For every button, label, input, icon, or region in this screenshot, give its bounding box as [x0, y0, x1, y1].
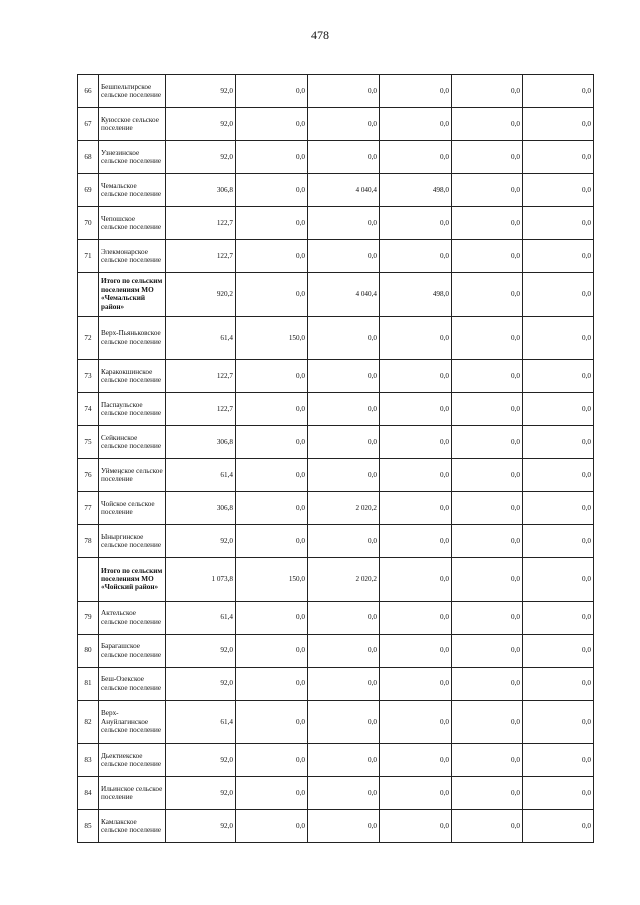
- value-cell-col4: 498,0: [380, 273, 452, 317]
- value-cell-col4: 0,0: [380, 601, 452, 634]
- value-cell-col3: 4 040,4: [308, 174, 380, 207]
- value-cell-col3: 0,0: [308, 634, 380, 667]
- value-cell-col4: 0,0: [380, 207, 452, 240]
- value-cell-col6: 0,0: [523, 108, 594, 141]
- table-row: [78, 426, 594, 459]
- value-cell-col4: 0,0: [380, 492, 452, 525]
- value-cell-col3: 0,0: [308, 316, 380, 360]
- value-cell-col6: 0,0: [523, 174, 594, 207]
- row-number: 82: [78, 700, 99, 744]
- value-cell-col5: 0,0: [452, 393, 523, 426]
- value-cell-col6: 0,0: [523, 558, 594, 602]
- value-cell-col3: 2 020,2: [308, 558, 380, 602]
- value-cell-col5: 0,0: [452, 108, 523, 141]
- total-label: Итого по сельским поселениям МО «Чойский район»: [99, 558, 166, 602]
- row-number: 81: [78, 667, 99, 700]
- settlement-name: Дьектиекское сельское поселение: [99, 744, 166, 777]
- value-cell-col4: 0,0: [380, 777, 452, 810]
- value-cell-col1: 306,8: [166, 174, 236, 207]
- value-cell-col6: 0,0: [523, 492, 594, 525]
- value-cell-col3: 4 040,4: [308, 273, 380, 317]
- row-number: [78, 558, 99, 602]
- value-cell-col4: 0,0: [380, 360, 452, 393]
- value-cell-col1: 92,0: [166, 634, 236, 667]
- value-cell-col2: 0,0: [236, 492, 308, 525]
- value-cell-col2: 0,0: [236, 273, 308, 317]
- value-cell-col1: 92,0: [166, 141, 236, 174]
- table-row: [78, 810, 594, 843]
- table-row: [78, 316, 594, 360]
- value-cell-col6: 0,0: [523, 316, 594, 360]
- value-cell-col3: 0,0: [308, 75, 380, 108]
- value-cell-col1: 306,8: [166, 426, 236, 459]
- value-cell-col3: 0,0: [308, 601, 380, 634]
- value-cell-col4: 0,0: [380, 459, 452, 492]
- value-cell-col4: 0,0: [380, 700, 452, 744]
- value-cell-col5: 0,0: [452, 525, 523, 558]
- value-cell-col2: 0,0: [236, 108, 308, 141]
- value-cell-col2: 0,0: [236, 141, 308, 174]
- value-cell-col6: 0,0: [523, 744, 594, 777]
- settlement-name: Бешпельтирское сельское поселение: [99, 75, 166, 108]
- value-cell-col2: 0,0: [236, 700, 308, 744]
- table-row: [78, 634, 594, 667]
- value-cell-col6: 0,0: [523, 75, 594, 108]
- value-cell-col4: 0,0: [380, 525, 452, 558]
- settlement-name: Узнезинское сельское поселение: [99, 141, 166, 174]
- value-cell-col5: 0,0: [452, 141, 523, 174]
- table-row: [78, 700, 594, 744]
- value-cell-col4: 0,0: [380, 316, 452, 360]
- value-cell-col5: 0,0: [452, 601, 523, 634]
- row-number: [78, 273, 99, 317]
- total-label: Итого по сельским поселениям МО «Чемальский район»: [99, 273, 166, 317]
- value-cell-col2: 0,0: [236, 601, 308, 634]
- value-cell-col3: 2 020,2: [308, 492, 380, 525]
- value-cell-col4: 0,0: [380, 108, 452, 141]
- total-row: [78, 273, 594, 317]
- value-cell-col4: 0,0: [380, 744, 452, 777]
- value-cell-col5: 0,0: [452, 492, 523, 525]
- value-cell-col6: 0,0: [523, 273, 594, 317]
- value-cell-col2: 0,0: [236, 393, 308, 426]
- row-number: 71: [78, 240, 99, 273]
- value-cell-col1: 306,8: [166, 492, 236, 525]
- row-number: 69: [78, 174, 99, 207]
- settlement-name: Актельское сельское поселение: [99, 601, 166, 634]
- value-cell-col2: 0,0: [236, 459, 308, 492]
- table-row: [78, 667, 594, 700]
- settlement-name: Камлакское сельское поселение: [99, 810, 166, 843]
- settlement-name: Ыныргинское сельское поселение: [99, 525, 166, 558]
- value-cell-col5: 0,0: [452, 207, 523, 240]
- row-number: 73: [78, 360, 99, 393]
- value-cell-col4: 0,0: [380, 810, 452, 843]
- value-cell-col1: 122,7: [166, 393, 236, 426]
- value-cell-col1: 920,2: [166, 273, 236, 317]
- value-cell-col6: 0,0: [523, 601, 594, 634]
- settlement-name: Чемальское сельское поселение: [99, 174, 166, 207]
- value-cell-col5: 0,0: [452, 75, 523, 108]
- value-cell-col5: 0,0: [452, 558, 523, 602]
- value-cell-col6: 0,0: [523, 393, 594, 426]
- value-cell-col6: 0,0: [523, 700, 594, 744]
- row-number: 77: [78, 492, 99, 525]
- value-cell-col6: 0,0: [523, 360, 594, 393]
- value-cell-col3: 0,0: [308, 667, 380, 700]
- settlement-name: Элекмонарское сельское поселение: [99, 240, 166, 273]
- settlement-name: Барагашское сельское поселение: [99, 634, 166, 667]
- settlement-name: Верх-Ануйлагинское сельское поселение: [99, 700, 166, 744]
- row-number: 67: [78, 108, 99, 141]
- value-cell-col5: 0,0: [452, 426, 523, 459]
- value-cell-col6: 0,0: [523, 634, 594, 667]
- value-cell-col3: 0,0: [308, 744, 380, 777]
- row-number: 83: [78, 744, 99, 777]
- value-cell-col2: 0,0: [236, 634, 308, 667]
- table-row: [78, 492, 594, 525]
- value-cell-col6: 0,0: [523, 810, 594, 843]
- value-cell-col3: 0,0: [308, 141, 380, 174]
- value-cell-col4: 498,0: [380, 174, 452, 207]
- value-cell-col5: 0,0: [452, 700, 523, 744]
- table-row: [78, 525, 594, 558]
- value-cell-col4: 0,0: [380, 393, 452, 426]
- value-cell-col3: 0,0: [308, 360, 380, 393]
- value-cell-col2: 150,0: [236, 316, 308, 360]
- value-cell-col1: 1 073,8: [166, 558, 236, 602]
- value-cell-col1: 122,7: [166, 240, 236, 273]
- value-cell-col4: 0,0: [380, 426, 452, 459]
- row-number: 74: [78, 393, 99, 426]
- settlement-name: Паспаульское сельское поселение: [99, 393, 166, 426]
- value-cell-col2: 0,0: [236, 360, 308, 393]
- value-cell-col4: 0,0: [380, 240, 452, 273]
- value-cell-col1: 122,7: [166, 360, 236, 393]
- settlement-name: Сейкинское сельское поселение: [99, 426, 166, 459]
- value-cell-col3: 0,0: [308, 426, 380, 459]
- settlement-name: Уймеңское сельское поселение: [99, 459, 166, 492]
- value-cell-col6: 0,0: [523, 459, 594, 492]
- table-row: [78, 141, 594, 174]
- row-number: 66: [78, 75, 99, 108]
- value-cell-col5: 0,0: [452, 744, 523, 777]
- value-cell-col5: 0,0: [452, 316, 523, 360]
- row-number: 70: [78, 207, 99, 240]
- value-cell-col2: 0,0: [236, 174, 308, 207]
- value-cell-col4: 0,0: [380, 75, 452, 108]
- value-cell-col3: 0,0: [308, 810, 380, 843]
- value-cell-col4: 0,0: [380, 141, 452, 174]
- value-cell-col1: 61,4: [166, 601, 236, 634]
- row-number: 80: [78, 634, 99, 667]
- value-cell-col2: 150,0: [236, 558, 308, 602]
- value-cell-col3: 0,0: [308, 700, 380, 744]
- value-cell-col4: 0,0: [380, 558, 452, 602]
- settlement-name: Куюсское сельское поселение: [99, 108, 166, 141]
- value-cell-col2: 0,0: [236, 525, 308, 558]
- table-row: [78, 75, 594, 108]
- value-cell-col5: 0,0: [452, 777, 523, 810]
- settlement-name: Беш-Озекское сельское поселение: [99, 667, 166, 700]
- table-row: [78, 393, 594, 426]
- row-number: 78: [78, 525, 99, 558]
- value-cell-col6: 0,0: [523, 141, 594, 174]
- table-row: [78, 777, 594, 810]
- value-cell-col5: 0,0: [452, 174, 523, 207]
- value-cell-col2: 0,0: [236, 426, 308, 459]
- value-cell-col5: 0,0: [452, 240, 523, 273]
- value-cell-col3: 0,0: [308, 240, 380, 273]
- table-row: [78, 601, 594, 634]
- value-cell-col1: 92,0: [166, 75, 236, 108]
- settlement-name: Чепошское сельское поселение: [99, 207, 166, 240]
- value-cell-col1: 92,0: [166, 810, 236, 843]
- value-cell-col1: 61,4: [166, 700, 236, 744]
- value-cell-col4: 0,0: [380, 667, 452, 700]
- budget-table: [77, 74, 594, 843]
- value-cell-col5: 0,0: [452, 360, 523, 393]
- row-number: 79: [78, 601, 99, 634]
- table-row: [78, 360, 594, 393]
- value-cell-col5: 0,0: [452, 273, 523, 317]
- value-cell-col1: 92,0: [166, 525, 236, 558]
- value-cell-col2: 0,0: [236, 777, 308, 810]
- settlement-name: Ильинское сельское поселение: [99, 777, 166, 810]
- value-cell-col6: 0,0: [523, 240, 594, 273]
- value-cell-col3: 0,0: [308, 108, 380, 141]
- value-cell-col3: 0,0: [308, 393, 380, 426]
- value-cell-col6: 0,0: [523, 667, 594, 700]
- value-cell-col2: 0,0: [236, 744, 308, 777]
- value-cell-col1: 92,0: [166, 777, 236, 810]
- value-cell-col1: 61,4: [166, 459, 236, 492]
- value-cell-col5: 0,0: [452, 810, 523, 843]
- value-cell-col6: 0,0: [523, 777, 594, 810]
- value-cell-col4: 0,0: [380, 634, 452, 667]
- table-body: [78, 75, 594, 843]
- value-cell-col1: 92,0: [166, 744, 236, 777]
- value-cell-col1: 92,0: [166, 108, 236, 141]
- value-cell-col5: 0,0: [452, 634, 523, 667]
- row-number: 68: [78, 141, 99, 174]
- table-row: [78, 174, 594, 207]
- page-number: 478: [311, 28, 329, 42]
- value-cell-col2: 0,0: [236, 667, 308, 700]
- table-row: [78, 207, 594, 240]
- total-row: [78, 558, 594, 602]
- settlement-name: Чойское сельское поселение: [99, 492, 166, 525]
- settlement-name: Верх-Пьяньковское сельское поселение: [99, 316, 166, 360]
- value-cell-col3: 0,0: [308, 207, 380, 240]
- row-number: 84: [78, 777, 99, 810]
- value-cell-col6: 0,0: [523, 207, 594, 240]
- settlement-name: Каракокшинское сельское поселение: [99, 360, 166, 393]
- table-row: [78, 240, 594, 273]
- value-cell-col3: 0,0: [308, 777, 380, 810]
- value-cell-col3: 0,0: [308, 525, 380, 558]
- row-number: 75: [78, 426, 99, 459]
- value-cell-col2: 0,0: [236, 207, 308, 240]
- value-cell-col6: 0,0: [523, 525, 594, 558]
- value-cell-col2: 0,0: [236, 810, 308, 843]
- value-cell-col2: 0,0: [236, 75, 308, 108]
- value-cell-col2: 0,0: [236, 240, 308, 273]
- value-cell-col1: 92,0: [166, 667, 236, 700]
- value-cell-col5: 0,0: [452, 459, 523, 492]
- table-row: [78, 744, 594, 777]
- table-row: [78, 459, 594, 492]
- row-number: 76: [78, 459, 99, 492]
- row-number: 72: [78, 316, 99, 360]
- value-cell-col1: 122,7: [166, 207, 236, 240]
- value-cell-col5: 0,0: [452, 667, 523, 700]
- value-cell-col6: 0,0: [523, 426, 594, 459]
- value-cell-col3: 0,0: [308, 459, 380, 492]
- row-number: 85: [78, 810, 99, 843]
- table-row: [78, 108, 594, 141]
- value-cell-col1: 61,4: [166, 316, 236, 360]
